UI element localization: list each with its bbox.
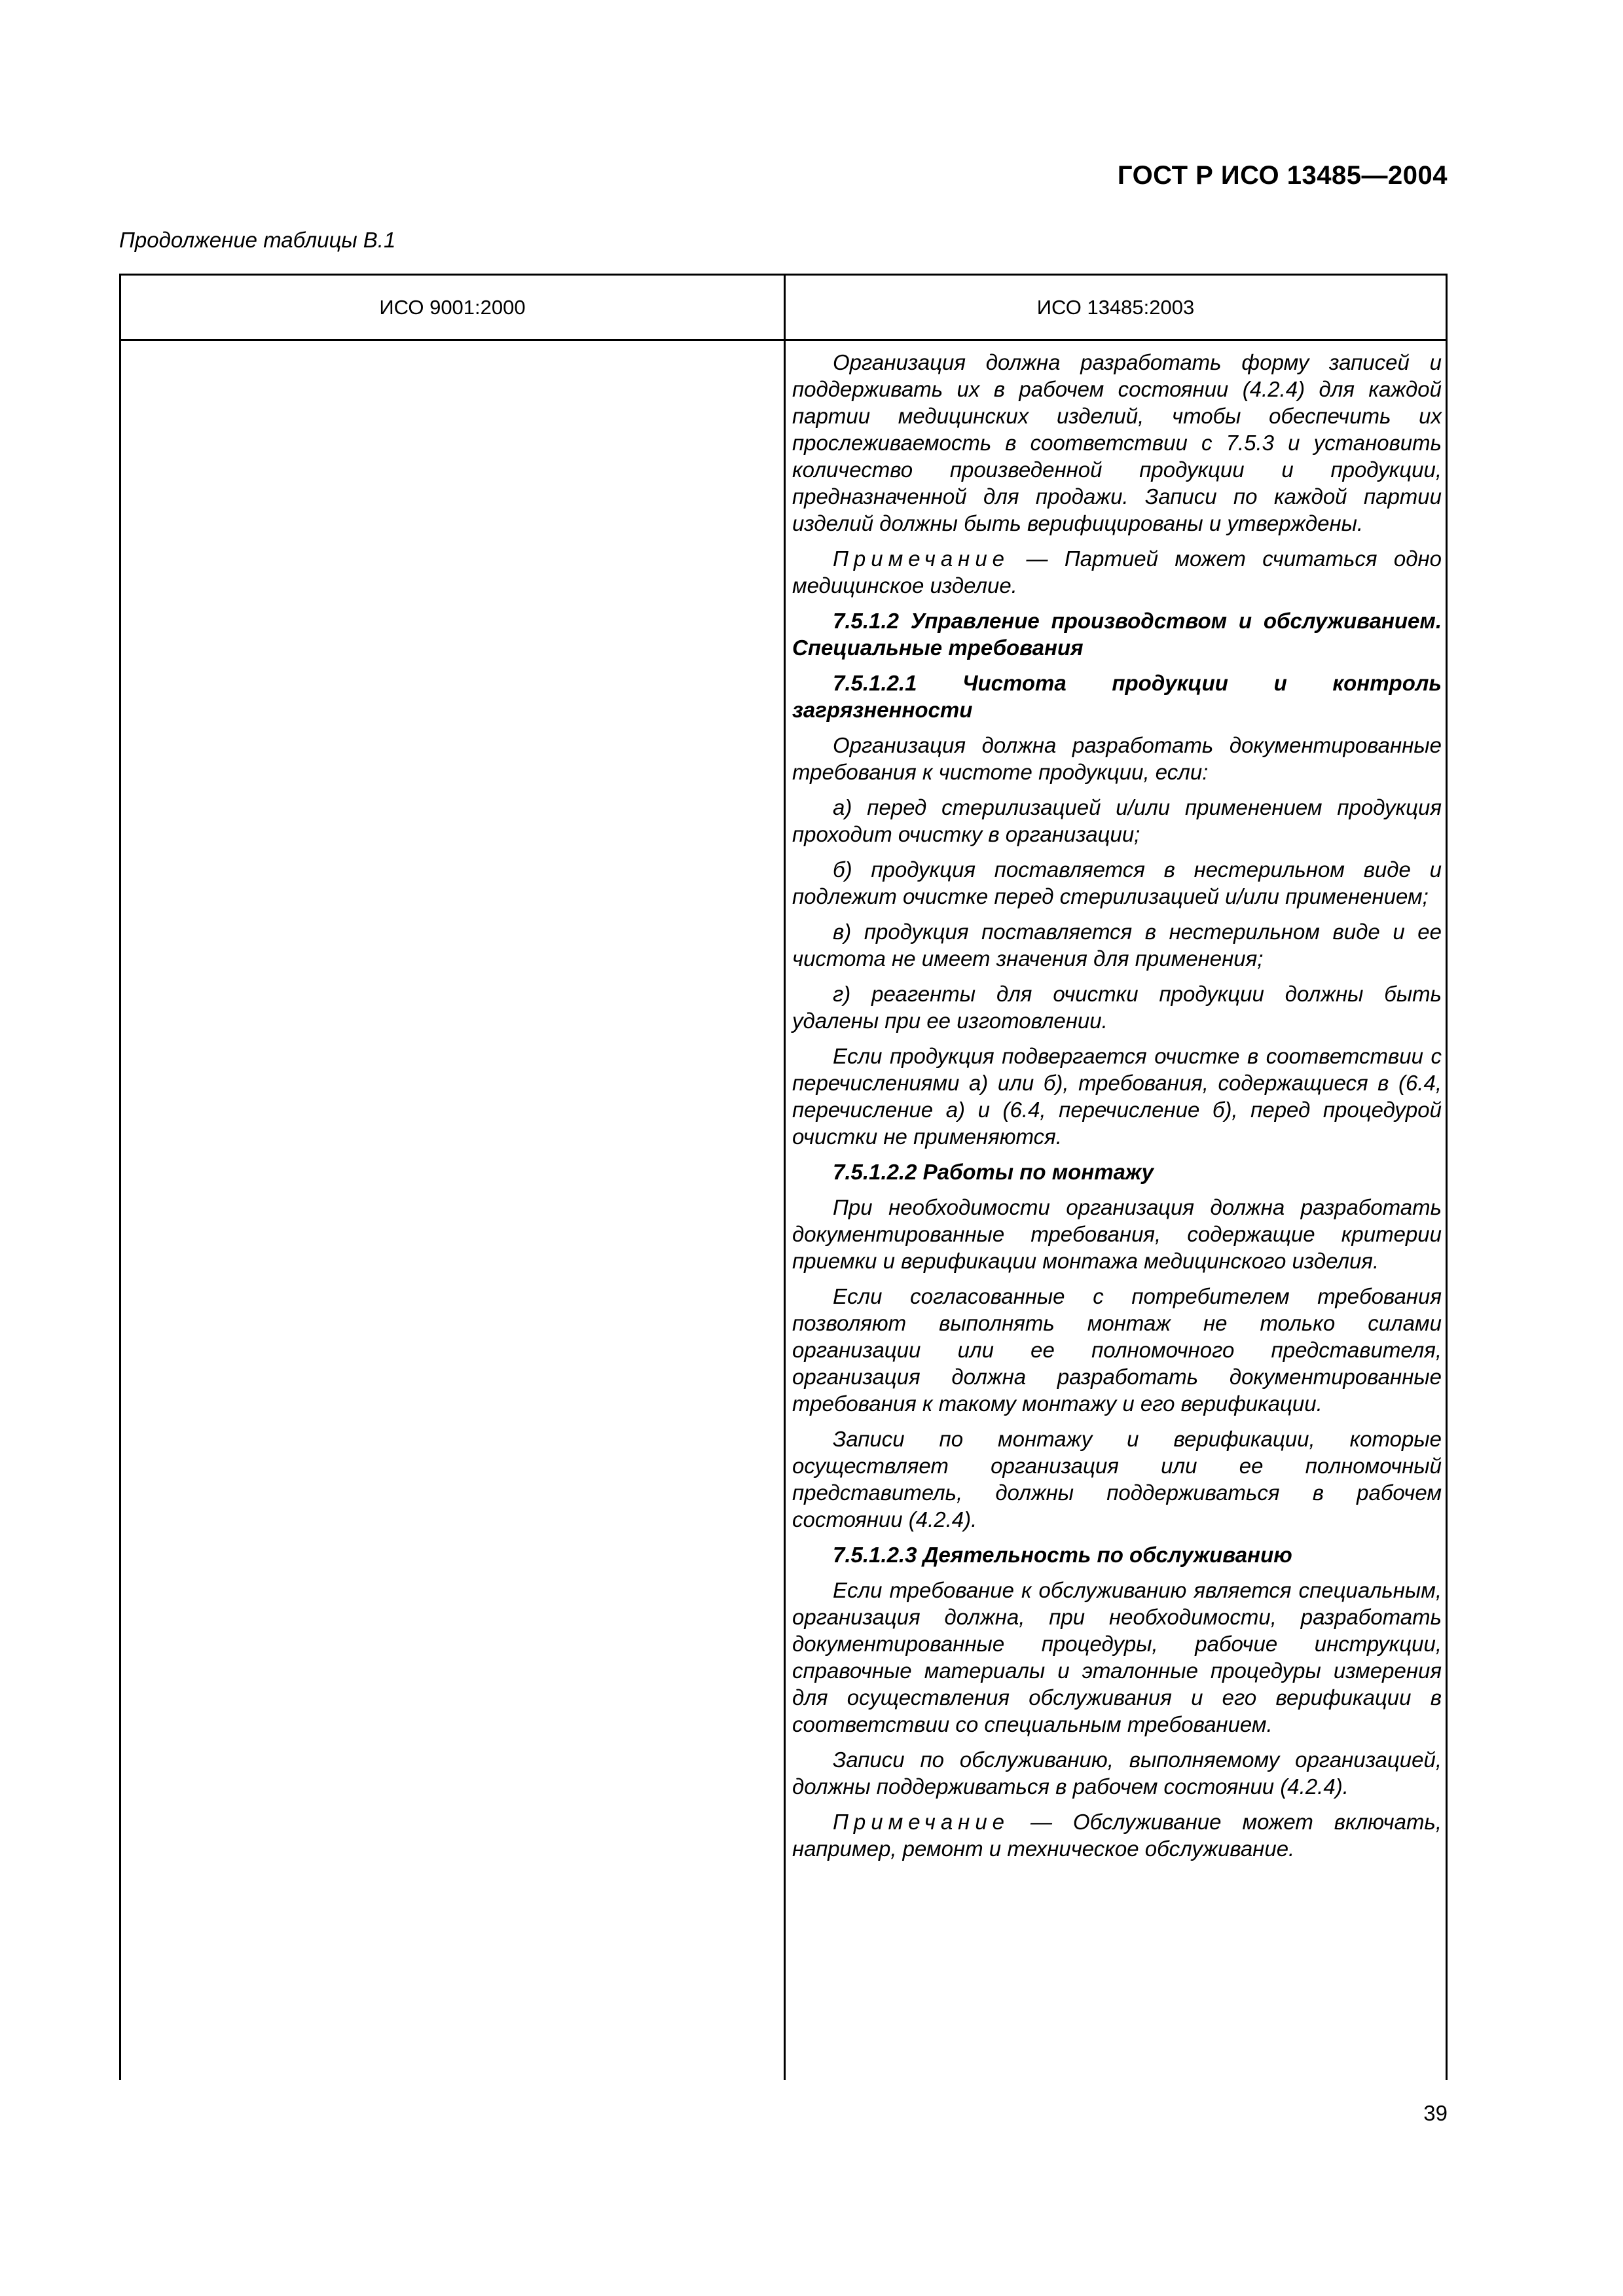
paragraph-servicing-procedures: Если требование к обслуживанию является специальным, организация должна, при необходимости, разработать документированные процедуры, рабочие инструкции, справочные материалы и эталонные процедуры измерения для осуществления обслуживания и его верификации в соответствии со специальным требованием.	[792, 1578, 1442, 1736]
paragraph-installation-agreed: Если согласованные с потребителем требования позволяют выполнять монтаж не только силами организации или ее полномочного представителя, организация должна разработать документированные требования к такому монтажу и его верификации.	[792, 1284, 1442, 1416]
paragraph-cleanliness-intro: Организация должна разработать документированные требования к чистоте продукции, если:	[792, 733, 1442, 784]
comparison-table	[119, 274, 1448, 2080]
section-heading-7-5-1-2-1: 7.5.1.2.1 Чистота продукции и контроль загрязненности	[792, 671, 1442, 722]
paragraph-installation-criteria: При необходимости организация должна разработать документированные требования, содержащие критерии приемки и верификации монтажа медицинского изделия.	[792, 1195, 1442, 1273]
table-header-row	[121, 276, 1446, 341]
iso13485-cell	[786, 341, 1446, 2080]
paragraph-cleaning-exception: Если продукция подвергается очистке в соответствии с перечислениями а) или б), требования, содержащиеся в (6.4, перечисление а) и (6.4, перечисление б), перед процедурой очистки не применяются.	[792, 1044, 1442, 1149]
note-servicing	[792, 1808, 1442, 1862]
section-heading-7-5-1-2: 7.5.1.2 Управление производством и обслуживанием. Специальные требования	[792, 609, 1442, 660]
list-item-v: в) продукция поставляется в нестерильном виде и ее чистота не имеет значения для применения;	[792, 920, 1442, 971]
note-label: Примечание	[833, 1810, 1010, 1834]
table-body-row	[121, 341, 1446, 2080]
page-number: 39	[1423, 2101, 1448, 2125]
note-batch	[792, 545, 1442, 599]
column-header-iso13485: ИСО 13485:2003	[1036, 295, 1195, 319]
list-item-a: а) перед стерилизацией и/или применением продукция проходит очистку в организации;	[792, 795, 1442, 846]
list-item-g: г) реагенты для очистки продукции должны быть удалены при ее изготовлении.	[792, 982, 1442, 1033]
note-text: — Обслуживание может включать, например, ремонт и техническое обслуживание.	[792, 1810, 1442, 1861]
paragraph-servicing-records: Записи по обслуживанию, выполняемому организацией, должны поддерживаться в рабочем состоянии (4.2.4).	[792, 1748, 1442, 1799]
paragraph-installation-records: Записи по монтажу и верификации, которые осуществляет организация или ее полномочный представитель, должны поддерживаться в рабочем состоянии (4.2.4).	[792, 1427, 1442, 1532]
iso9001-cell	[121, 341, 786, 2080]
table-caption: Продолжение таблицы В.1	[119, 228, 396, 252]
note-label: Примечание	[833, 547, 1010, 571]
paragraph-batch-records: Организация должна разработать форму записей и поддерживать их в рабочем состоянии (4.2.4) для каждой партии медицинских изделий, чтобы обеспечить их прослеживаемость в соответствии с 7.5.3 и установить количество произведенной продукции и продукции, предназначенной для продажи. Записи по каждой партии изделий должны быть верифицированы и утверждены.	[792, 350, 1442, 535]
section-heading-7-5-1-2-3: 7.5.1.2.3 Деятельность по обслуживанию	[833, 1543, 1292, 1567]
column-header-iso9001: ИСО 9001:2000	[121, 276, 786, 339]
document-id: ГОСТ Р ИСО 13485—2004	[1117, 161, 1448, 190]
section-heading-7-5-1-2-2: 7.5.1.2.2 Работы по монтажу	[833, 1160, 1154, 1184]
note-text: — Партией может считаться одно медицинское изделие.	[792, 547, 1442, 598]
list-item-b: б) продукция поставляется в нестерильном виде и подлежит очистке перед стерилизацией и/или применением;	[792, 857, 1442, 908]
